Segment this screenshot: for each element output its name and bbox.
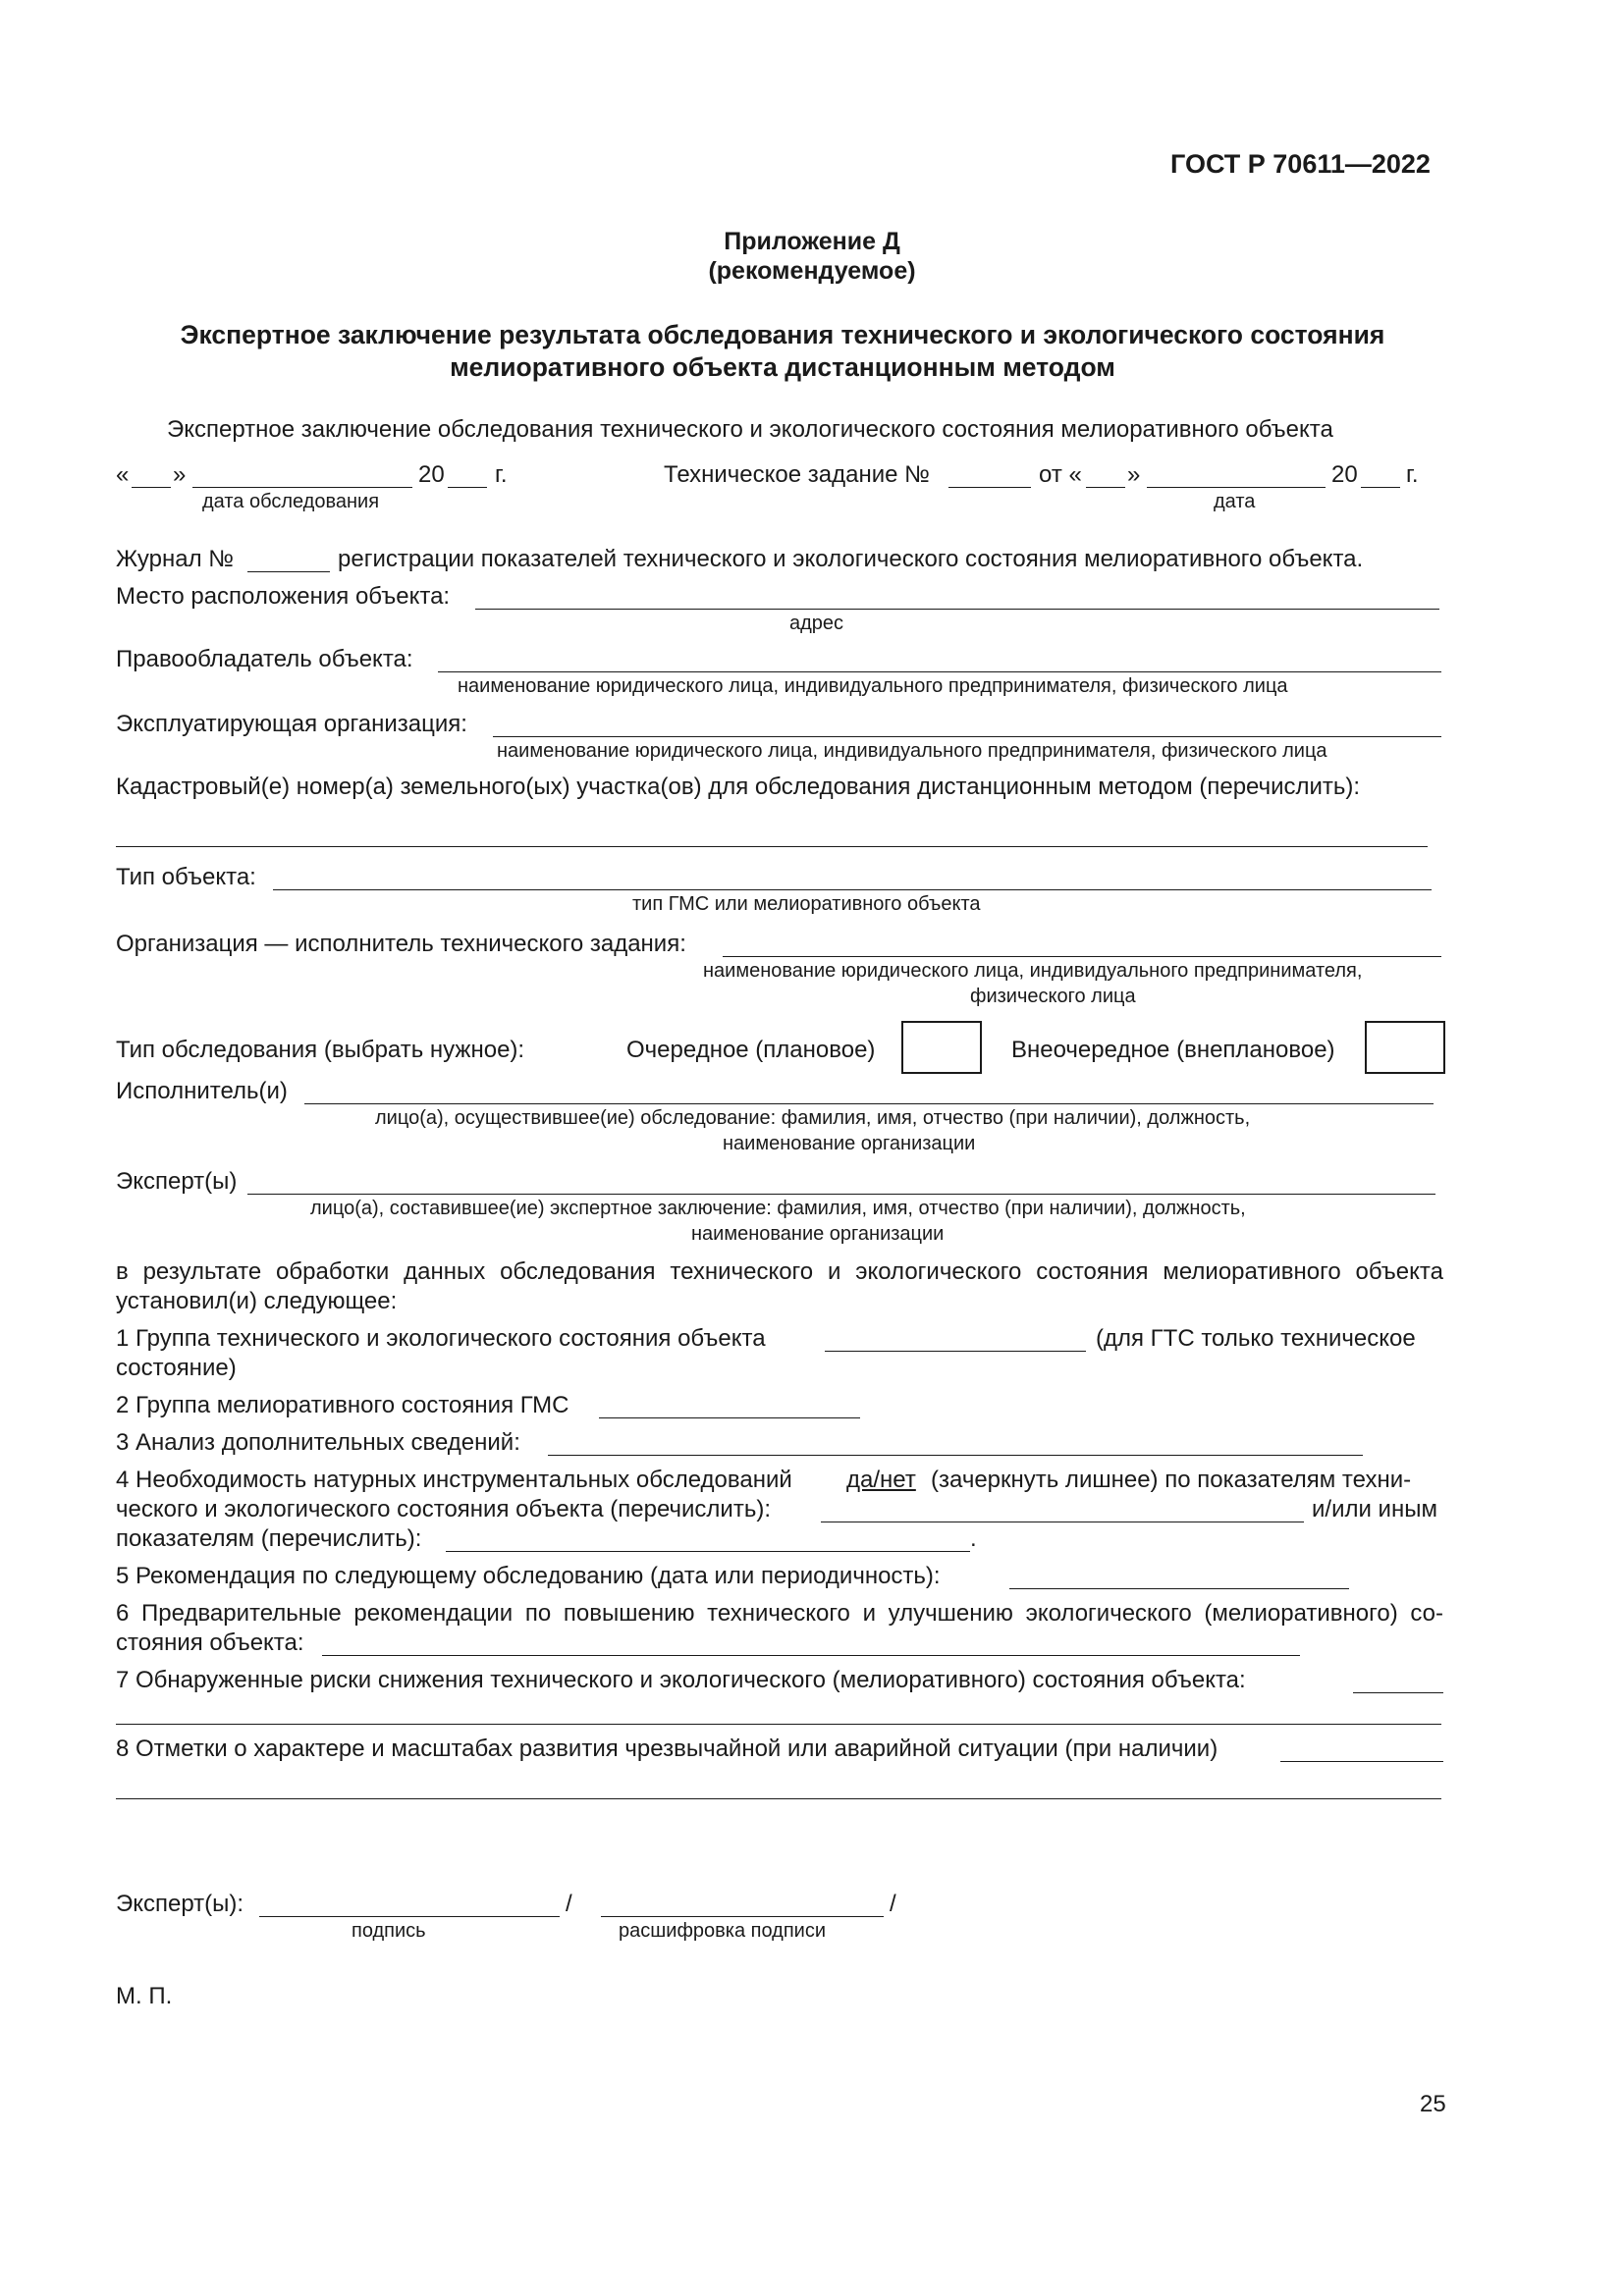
- appendix-title: Приложение Д: [724, 228, 900, 255]
- experts-caption-line1: лицо(а), составившее(ие) экспертное заключение: фамилия, имя, отчество (при наличии), должность,: [310, 1198, 1246, 1219]
- form-intro: Экспертное заключение обследования технического и экологического состояния мелиоративного объекта: [167, 416, 1333, 443]
- executors-caption-line2: наименование организации: [723, 1133, 976, 1154]
- item4-yes-no: да/нет: [846, 1467, 916, 1493]
- tech-task-date-caption: дата: [1214, 491, 1256, 512]
- item8-text: 8 Отметки о характере и масштабах развития чрезвычайной или аварийной ситуации (при наличии): [116, 1735, 1218, 1762]
- tech-task-day-field[interactable]: [1086, 487, 1125, 488]
- survey-date-caption: дата обследования: [202, 491, 380, 512]
- owner-field[interactable]: [438, 671, 1441, 672]
- journal-text: регистрации показателей технического и экологического состояния мелиоративного объекта.: [338, 546, 1364, 572]
- object-type-caption: тип ГМС или мелиоративного объекта: [632, 893, 981, 915]
- signature-label: Эксперт(ы):: [116, 1891, 244, 1917]
- address-caption: адрес: [789, 613, 844, 634]
- item6-text: 6 Предварительные рекомендации по повышению технического и улучшению экологического (мелиоративного) со-: [116, 1600, 1443, 1627]
- survey-regular-checkbox[interactable]: [901, 1021, 982, 1074]
- tech-task-label: Техническое задание №: [664, 461, 930, 488]
- appendix-subtitle: (рекомендуемое): [708, 257, 916, 285]
- tech-task-year-field[interactable]: [1361, 487, 1400, 488]
- survey-year-suffix: г.: [495, 461, 508, 488]
- document-number: ГОСТ Р 70611—2022: [1170, 149, 1431, 179]
- owner-caption: наименование юридического лица, индивидуального предпринимателя, физического лица: [458, 675, 1288, 697]
- item7-field-1[interactable]: [1353, 1692, 1443, 1693]
- location-label: Место расположения объекта:: [116, 583, 451, 610]
- journal-number-field[interactable]: [247, 571, 330, 572]
- executors-field[interactable]: [304, 1103, 1434, 1104]
- experts-field[interactable]: [247, 1194, 1435, 1195]
- signature-slash-2: /: [890, 1891, 896, 1917]
- item5-text: 5 Рекомендация по следующему обследованию (дата или периодичность):: [116, 1563, 941, 1589]
- survey-regular-label: Очередное (плановое): [626, 1037, 876, 1063]
- operator-caption: наименование юридического лица, индивидуального предпринимателя, физического лица: [497, 740, 1327, 762]
- survey-day-field[interactable]: [132, 487, 171, 488]
- item8-field-2[interactable]: [116, 1798, 1441, 1799]
- item1-note-continued: состояние): [116, 1355, 237, 1381]
- item2-text: 2 Группа мелиоративного состояния ГМС: [116, 1392, 569, 1418]
- survey-year-prefix: 20: [418, 461, 445, 488]
- survey-extra-label: Внеочередное (внеплановое): [1011, 1037, 1335, 1063]
- item3-text: 3 Анализ дополнительных сведений:: [116, 1429, 520, 1456]
- item4-text-line2: ческого и экологического состояния объекта (перечислить):: [116, 1496, 771, 1522]
- survey-month-field[interactable]: [192, 487, 412, 488]
- experts-label: Эксперт(ы): [116, 1168, 238, 1195]
- tech-task-month-field[interactable]: [1147, 487, 1326, 488]
- signature-field[interactable]: [259, 1916, 560, 1917]
- owner-label: Правообладатель объекта:: [116, 646, 413, 672]
- contractor-caption-line2: физического лица: [970, 986, 1136, 1007]
- item4-text-line3: показателям (перечислить):: [116, 1525, 422, 1552]
- item5-field[interactable]: [1009, 1588, 1349, 1589]
- item4-field-2[interactable]: [446, 1551, 970, 1552]
- item6-field[interactable]: [322, 1655, 1300, 1656]
- item1-text: 1 Группа технического и экологического состояния объекта: [116, 1325, 766, 1352]
- results-intro-line2: установил(и) следующее:: [116, 1288, 398, 1314]
- item1-note: (для ГТС только техническое: [1096, 1325, 1416, 1352]
- document-heading-line1: Экспертное заключение результата обследования технического и экологического состояния: [180, 320, 1385, 349]
- item4-text: 4 Необходимость натурных инструментальных обследований: [116, 1467, 792, 1493]
- item3-field[interactable]: [548, 1455, 1363, 1456]
- item4-period: .: [970, 1525, 977, 1552]
- item1-field[interactable]: [825, 1351, 1086, 1352]
- executors-caption-line1: лицо(а), осуществившее(ие) обследование: фамилия, имя, отчество (при наличии), должность,: [375, 1107, 1251, 1129]
- item6-text-line2: стояния объекта:: [116, 1629, 304, 1656]
- document-heading-line2: мелиоративного объекта дистанционным методом: [450, 352, 1115, 382]
- cadastral-field[interactable]: [116, 846, 1428, 847]
- date-open-quote: «: [116, 461, 130, 488]
- experts-caption-line2: наименование организации: [691, 1223, 945, 1245]
- survey-extra-checkbox[interactable]: [1365, 1021, 1445, 1074]
- tech-task-year-suffix: г.: [1406, 461, 1419, 488]
- object-type-label: Тип объекта:: [116, 864, 256, 890]
- contractor-caption-line1: наименование юридического лица, индивидуального предпринимателя,: [703, 960, 1363, 982]
- date-close-quote: »: [173, 461, 187, 488]
- operator-field[interactable]: [493, 736, 1441, 737]
- executors-label: Исполнитель(и): [116, 1078, 288, 1104]
- signature-decoding-field[interactable]: [601, 1916, 884, 1917]
- tech-task-number-field[interactable]: [948, 487, 1031, 488]
- signature-decoding-caption: расшифровка подписи: [619, 1920, 827, 1942]
- item4-text-continued: (зачеркнуть лишнее) по показателям техни-: [931, 1467, 1412, 1493]
- item7-field-2[interactable]: [116, 1724, 1441, 1725]
- signature-slash-1: /: [566, 1891, 572, 1917]
- tech-task-from-label: от «: [1039, 461, 1082, 488]
- item2-field[interactable]: [599, 1417, 860, 1418]
- journal-label: Журнал №: [116, 546, 234, 572]
- tech-task-date-close-quote: »: [1127, 461, 1141, 488]
- survey-year-field[interactable]: [448, 487, 487, 488]
- location-field[interactable]: [475, 609, 1439, 610]
- results-intro-line1: в результате обработки данных обследования технического и экологического состояния мелиоративного объекта: [116, 1258, 1443, 1285]
- stamp-place: М. П.: [116, 1983, 173, 2009]
- item8-field-1[interactable]: [1280, 1761, 1443, 1762]
- object-type-field[interactable]: [273, 889, 1432, 890]
- item7-text: 7 Обнаруженные риски снижения технического и экологического (мелиоративного) состояния объекта:: [116, 1667, 1246, 1693]
- item4-or-other: и/или иным: [1312, 1496, 1437, 1522]
- operator-label: Эксплуатирующая организация:: [116, 711, 467, 737]
- tech-task-year-prefix: 20: [1331, 461, 1358, 488]
- page-number: 25: [1420, 2091, 1446, 2117]
- contractor-field[interactable]: [723, 956, 1441, 957]
- cadastral-label: Кадастровый(е) номер(а) земельного(ых) участка(ов) для обследования дистанционным методом (перечислить):: [116, 774, 1361, 800]
- survey-type-label: Тип обследования (выбрать нужное):: [116, 1037, 525, 1063]
- contractor-label: Организация — исполнитель технического задания:: [116, 931, 686, 957]
- signature-caption: подпись: [352, 1920, 426, 1942]
